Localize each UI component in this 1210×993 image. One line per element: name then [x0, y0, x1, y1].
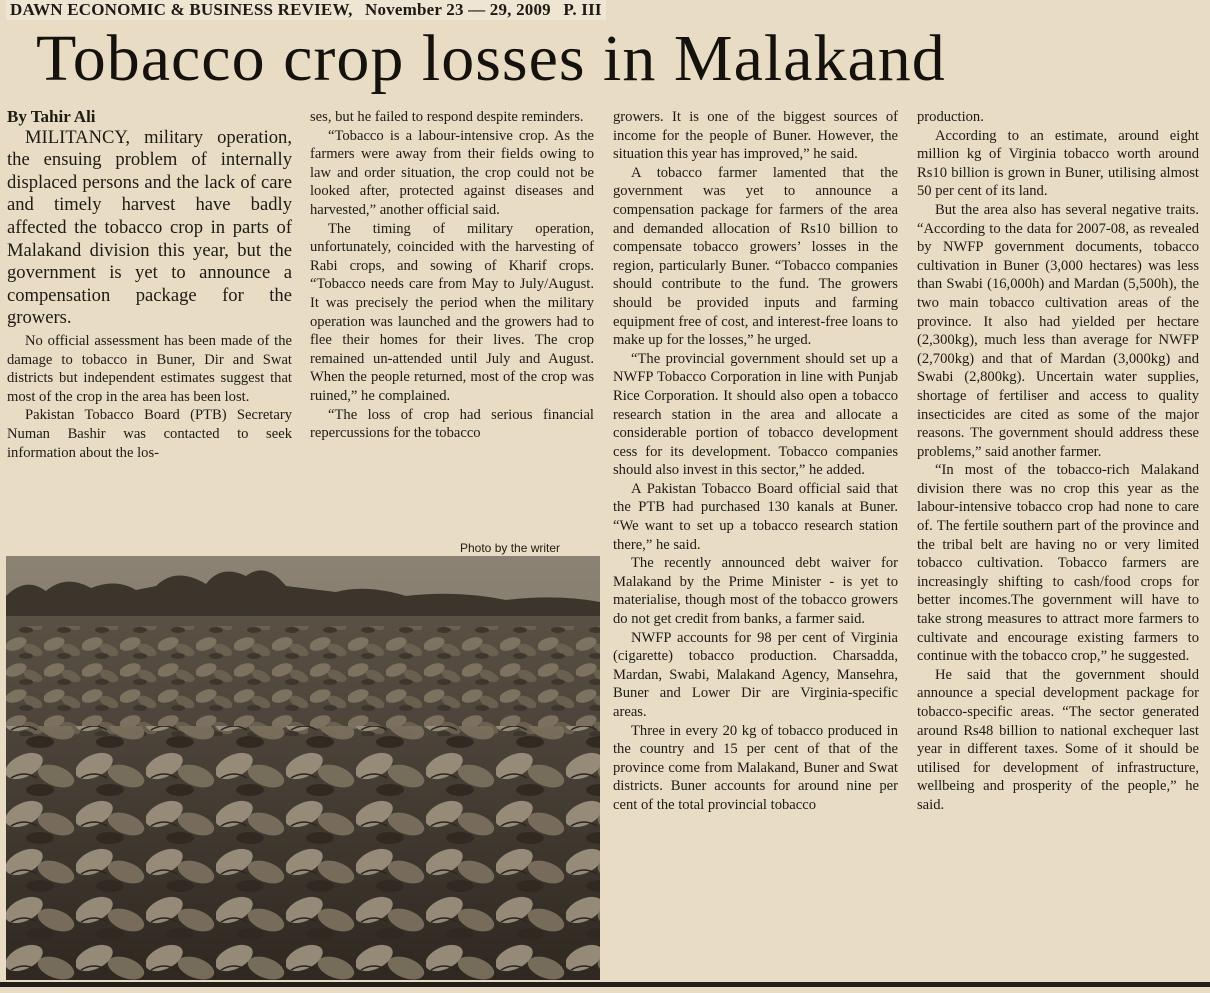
- paragraph: growers. It is one of the biggest sources of income for the people of Buner. However, the situation this year has improved,” he said.: [613, 109, 898, 163]
- paragraph: The recently announced debt waiver for Malakand by the Prime Minister - is yet to materialise, though most of the tobacco growers do not get credit from banks, a farmer said.: [613, 555, 898, 628]
- paragraph: Pakistan Tobacco Board (PTB) Secretary Numan Bashir was contacted to seek information about the los-: [7, 407, 292, 461]
- paragraph: “The provincial government should set up a NWFP Tobacco Corporation in line with Punjab Rice Corporation. It should also open a tobacco research station in the area and allocate a considerable portion of tobacco development cess for its development. Tobacco companies should also invest in this sector,” he added.: [613, 350, 898, 479]
- page-number: P. III: [563, 0, 602, 19]
- paragraph: A tobacco farmer lamented that the government was yet to announce a compensation package for farmers of the area and demanded allocation of Rs10 billion to compensate tobacco growers’ losses in the region, particularly Buner. “Tobacco companies should contribute to the fund. The growers should be provided inputs and farming equipment free of cost, and interest-free loans to make up for the losses,” he urged.: [613, 164, 898, 349]
- publication-name: DAWN ECONOMIC & BUSINESS REVIEW,: [10, 0, 353, 19]
- paragraph: No official assessment has been made of the damage to tobacco in Buner, Dir and Swat districts but independent estimates suggest that most of the crop in the area has been lost.: [7, 332, 292, 405]
- article-headline: Tobacco crop losses in Malakand: [36, 22, 946, 95]
- paragraph: production.: [917, 109, 984, 125]
- article-column-2: [310, 108, 594, 443]
- paragraph: NWFP accounts for 98 per cent of Virginia (cigarette) tobacco production. Charsadda, Mardan, Swabi, Malakand Agency, Mansehra, Buner and Lower Dir are Virginia-specific areas.: [613, 629, 898, 720]
- article-column-4: [917, 108, 1199, 815]
- lead-paragraph: MILITANCY, military operation, the ensuing problem of internally displaced persons and the lack of care and timely harvest have badly affected the tobacco crop in parts of Malakand division this year, but the government is yet to announce a compensation package for the growers.: [7, 126, 292, 329]
- byline: By Tahir Ali: [7, 107, 96, 126]
- paragraph: According to an estimate, around eight million kg of Virginia tobacco worth around Rs10 billion is grown in Buner, utilising almost 50 per cent of its land.: [917, 127, 1199, 200]
- paragraph: “In most of the tobacco-rich Malakand division there was no crop this year as the labour-intensive tobacco crop had none to care of. The fertile southern part of the province and the tribal belt are having no or very limited tobacco cultivation. Tobacco farmers are increasingly shifting to cash/food crops for better incomes.The government will have to take strong measures to attract more farmers to cultivate and encourage existing farmers to continue with the tobacco crop,” he suggested.: [917, 462, 1199, 665]
- paragraph: “Tobacco is a labour-intensive crop. As the farmers were away from their fields owing to law and order situation, the crop could not be looked after, protected against diseases and harvested,” another official said.: [310, 127, 594, 218]
- tobacco-field-photo: [6, 556, 600, 980]
- lead-paragraph-block: [7, 127, 292, 330]
- paragraph: ses, but he failed to respond despite reminders.: [310, 109, 584, 125]
- paragraph: He said that the government should announce a special development package for tobacco-specific areas. “The sector generated around Rs48 billion to national exchequer last year in different taxes. Some of it should be utilised for development of infrastructure, wellbeing and prosperity of the people,” he said.: [917, 666, 1199, 813]
- bottom-rule: [0, 982, 1210, 987]
- photo-credit: Photo by the writer: [460, 541, 561, 555]
- paragraph: The timing of military operation, unfortunately, coincided with the harvesting of Rabi crops, and sowing of Kharif crops. “Tobacco needs care from May to July/August. It was precisely the period when the military operation was launched and the growers had to flee their homes for their lives. The crop remained un-attended until July and August. When the people returned, most of the crop was ruined,” he complained.: [310, 220, 594, 404]
- article-column-3: [613, 108, 898, 815]
- paragraph: But the area also has several negative traits. “According to the data for 2007-08, as revealed by NWFP government documents, tobacco cultivation in Buner (3,000 hectares) was less than Swabi (16,000h) and Mardan (5,500h), the two main tobacco cultivation areas of the province. It also had yielded per hectare (2,300kg), much less than average for NWFP (2,700kg) and that of Mardan (3,000kg) and Swabi (2,800kg). Uncertain water supplies, shortage of fertiliser and access to quality insecticides are cited as some of the major reasons. The government should address these problems,” said another farmer.: [917, 201, 1199, 460]
- paragraph: Three in every 20 kg of tobacco produced in the country and 15 per cent of that of the province come from Malakand, Buner and Swat districts. Buner accounts for around nine per cent of the total provincial tobacco: [613, 722, 898, 813]
- issue-date: November 23 — 29, 2009: [365, 0, 551, 19]
- paragraph: A Pakistan Tobacco Board official said that the PTB had purchased 130 kanals at Buner. “We want to set up a tobacco research station there,” he said.: [613, 480, 898, 553]
- paragraph: “The loss of crop had serious financial repercussions for the tobacco: [310, 406, 594, 442]
- article-column-1: [7, 108, 292, 462]
- page-header: [6, 0, 606, 20]
